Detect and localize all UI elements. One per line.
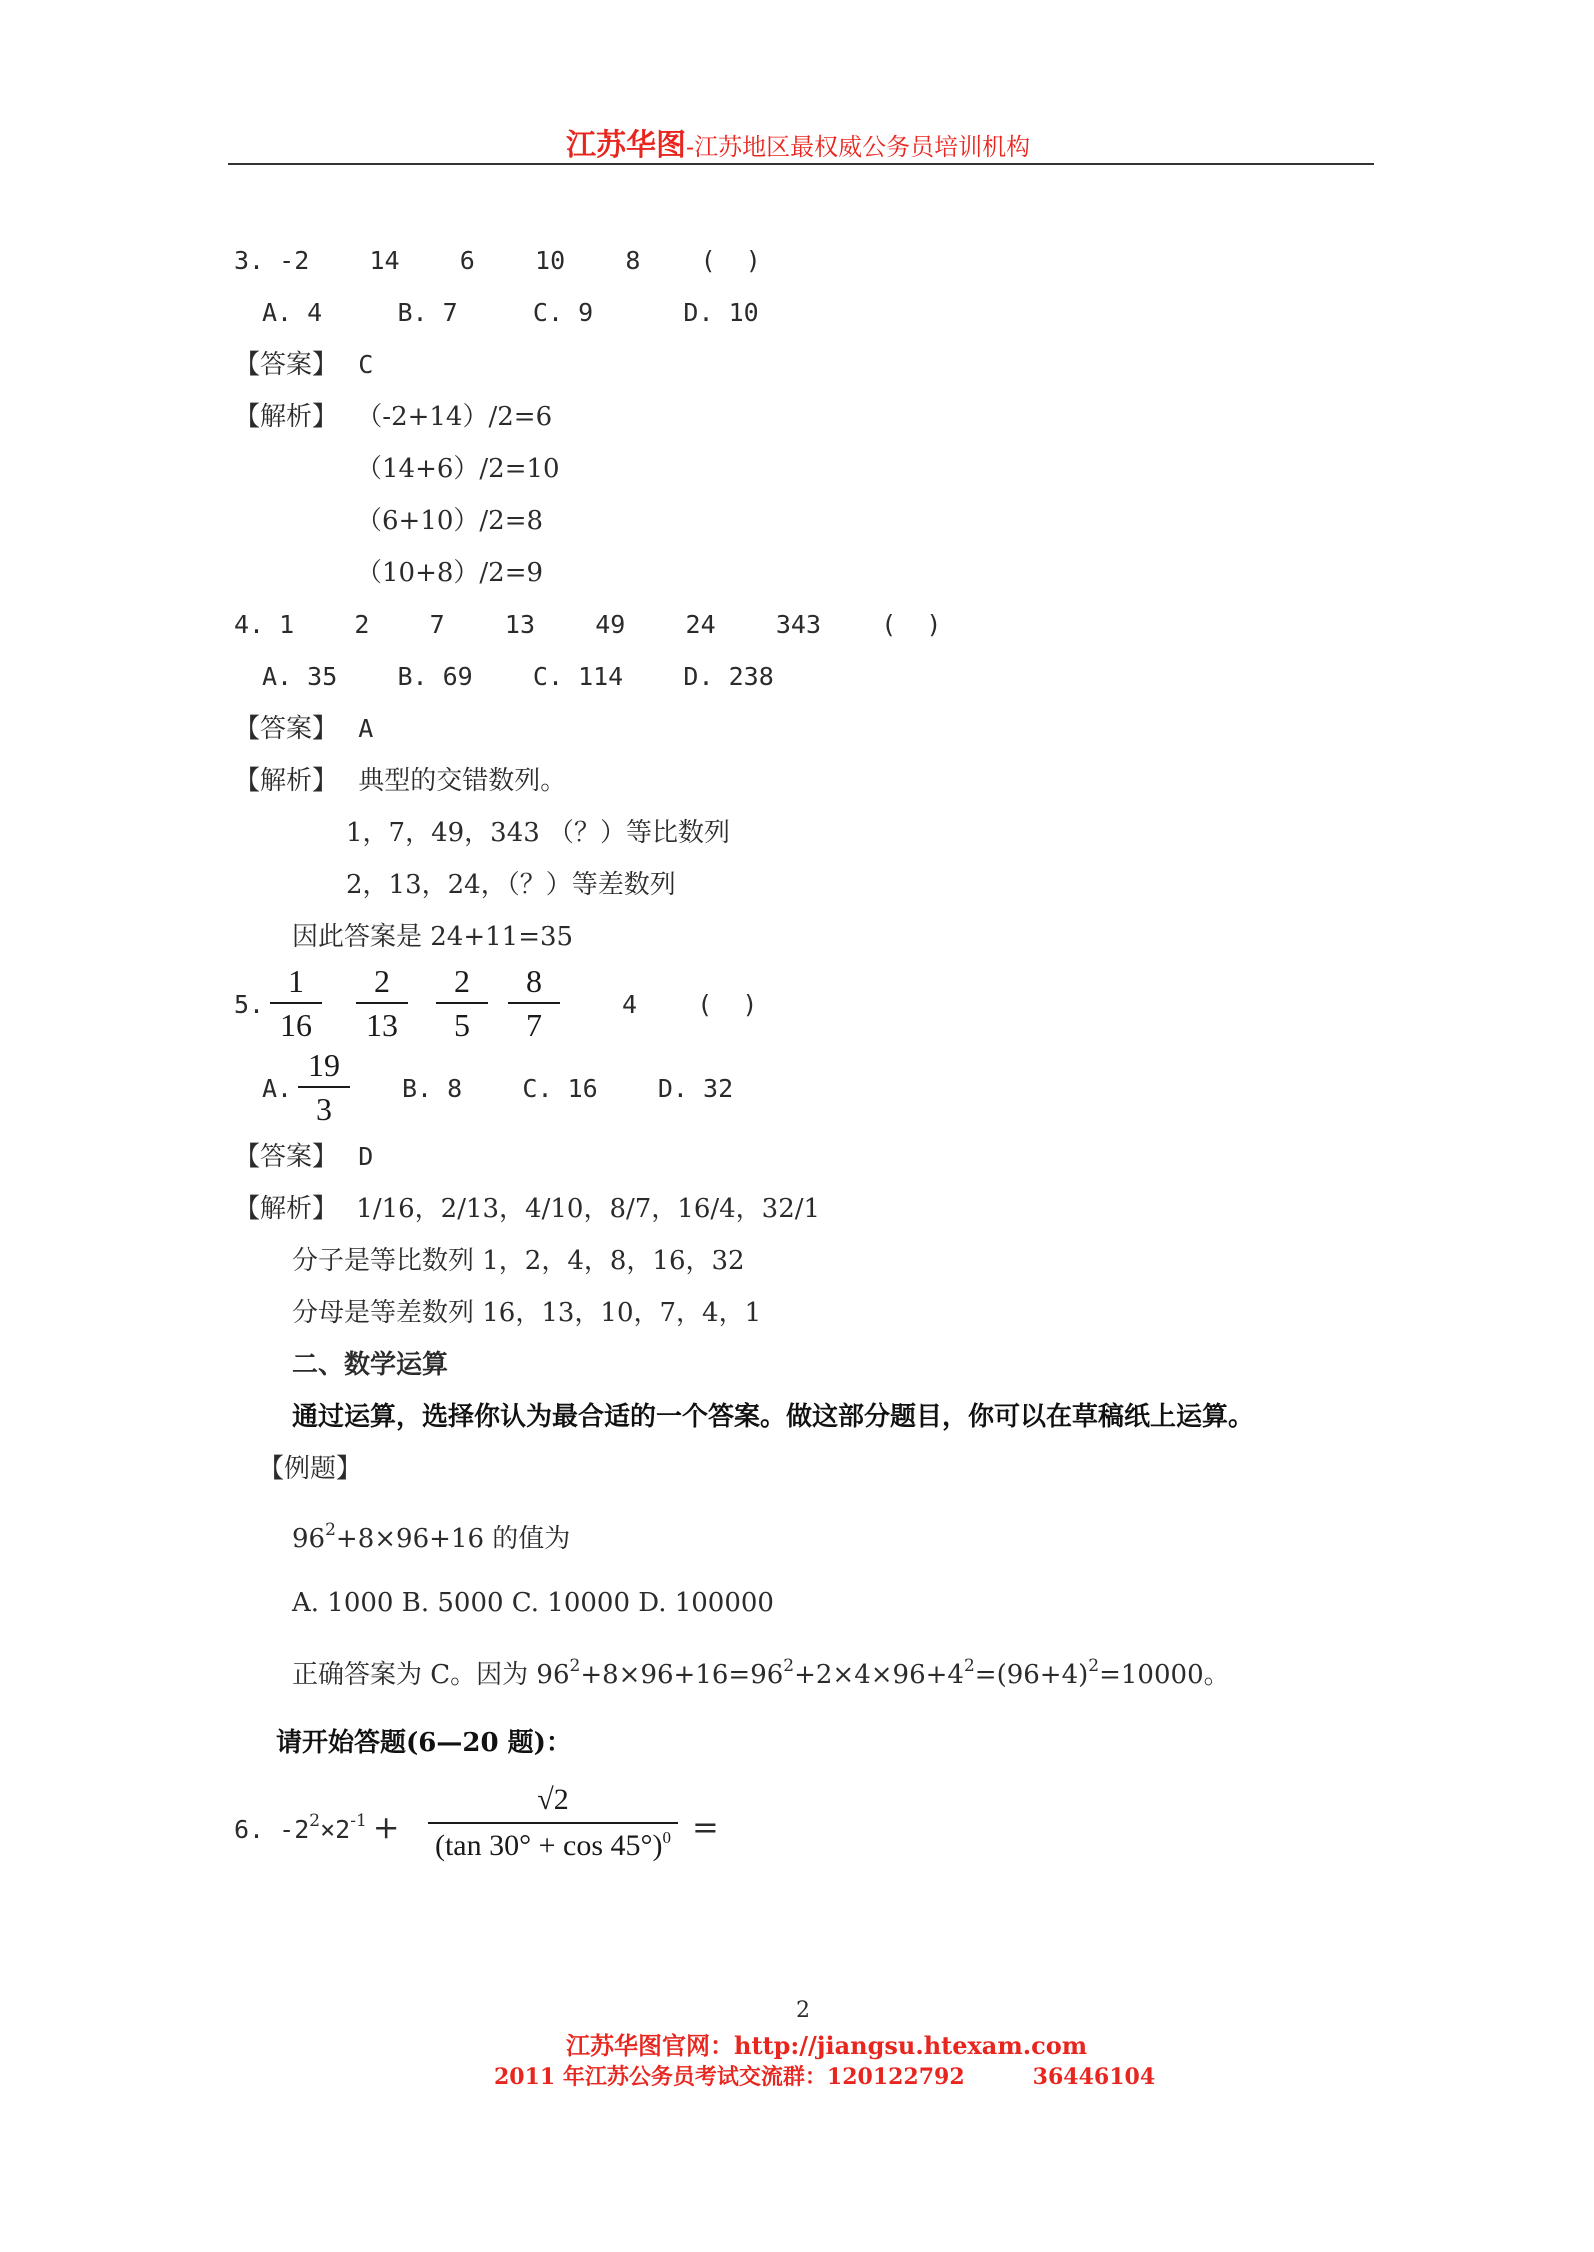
answer-label: 【答案】 [234,1142,339,1172]
page-header [566,120,1030,164]
answer-value: C [358,350,374,379]
analysis-line: 分母是等差数列 16，13，10，7，4，1 [292,1298,762,1328]
fraction-denominator: 7 [526,1007,542,1043]
q6-equals: = [692,1808,719,1846]
start-prompt: 请开始答题(6—20 题)： [276,1728,572,1758]
explanation-part: +2×4×96+4 [794,1660,964,1690]
analysis-label: 【解析】 [234,766,339,796]
explanation-part: +8×96+16=96 [580,1660,784,1690]
q6-plus: + [372,1808,400,1846]
explanation-part: =10000。 [1099,1660,1230,1690]
explanation-part: 正确答案为 C。因为 96 [292,1660,570,1690]
answer-label: 【答案】 [234,714,339,744]
fraction-denominator: 3 [316,1091,332,1127]
q3-stem: 3. -2 14 6 10 8 ( ) [234,246,761,275]
footer-group-1: 120122792 [826,2064,965,2090]
fraction-denominator: 13 [366,1007,398,1043]
header-tagline: -江苏地区最权威公务员培训机构 [686,133,1031,161]
analysis-label: 【解析】 [234,1194,339,1224]
fraction-numerator: 19 [308,1047,340,1083]
q3-options: A. 4 B. 7 C. 9 D. 10 [262,298,759,327]
q6-exponent: 2 [309,1811,321,1831]
analysis-line: 2，13，24，（？）等差数列 [346,870,676,900]
q4-options: A. 35 B. 69 C. 114 D. 238 [262,662,774,691]
footer-group-2: 36446104 [1032,2064,1156,2090]
analysis-line: （-2+14）/2=6 [356,402,553,432]
example-explanation [292,1658,1230,1695]
q3-analysis [234,400,552,434]
answer-value: A [358,714,374,743]
footer-group [494,2060,1155,2091]
example-label: 【例题】 [258,1454,363,1484]
fraction-bar [436,1002,488,1004]
header-divider [228,163,1374,165]
header-brand: 江苏华图 [566,128,686,163]
analysis-line: （10+8）/2=9 [356,558,544,588]
q5-fraction [352,962,412,1044]
q6-numerator: √2 [537,1783,569,1816]
explanation-exponent: 2 [963,1656,975,1676]
example-options: A. 1000 B. 5000 C. 10000 D. 100000 [292,1588,774,1618]
example-rest: +8×96+16 的值为 [335,1524,571,1554]
fraction-numerator: 2 [374,963,390,999]
analysis-line: 1，7，49，343 （？）等比数列 [346,818,731,848]
q5-option-a-fraction [294,1046,354,1128]
analysis-label: 【解析】 [234,402,339,432]
analysis-conclusion: 因此答案是 24+11=35 [292,922,574,952]
q6-denominator-wrap [428,1826,678,1870]
analysis-intro: 典型的交错数列。 [358,766,567,796]
explanation-exponent: 2 [783,1656,795,1676]
q3-answer [234,348,373,382]
q6-expression [234,1810,400,1850]
section-title: 二、数学运算 [292,1350,449,1380]
analysis-line: 分子是等比数列 1，2，4，8，16，32 [292,1246,745,1276]
footer-site-url: http://jiangsu.htexam.com [734,2031,1088,2060]
footer-site-label: 江苏华图官网： [566,2031,734,2060]
q5-fraction [266,962,326,1044]
example-base: 96 [292,1524,326,1554]
q6-den-exponent: 0 [662,1828,672,1847]
footer-site [566,2026,1087,2061]
fraction-numerator: 1 [288,963,304,999]
analysis-line: （6+10）/2=8 [356,506,544,536]
fraction-denominator: 5 [454,1007,470,1043]
q5-analysis [234,1192,820,1226]
analysis-line: （14+6）/2=10 [356,454,560,484]
q5-fraction [432,962,492,1044]
q5-fraction [504,962,564,1044]
q4-answer [234,712,373,746]
explanation-part: =(96+4) [974,1660,1089,1690]
q5-tail: 4 ( ) [622,990,758,1019]
q4-analysis [234,764,566,798]
q6-exponent: -1 [350,1811,367,1831]
fraction-numerator: 8 [526,963,542,999]
q6-mid: ×2 [320,1815,351,1844]
fraction-numerator: 2 [454,963,470,999]
footer-group-text: 2011 年江苏公务员考试交流群： [494,2064,827,2090]
explanation-exponent: 2 [1088,1656,1100,1676]
fraction-bar [356,1002,408,1004]
fraction-bar [298,1086,350,1088]
q6-fraction [428,1780,678,1870]
q5-options-rest: B. 8 C. 16 D. 32 [402,1074,734,1103]
answer-value: D [358,1142,374,1171]
fraction-denominator: 16 [280,1007,312,1043]
analysis-text: 1/16，2/13，4/10，8/7，16/4，32/1 [356,1194,821,1224]
example-exponent: 2 [325,1520,336,1540]
example-question [292,1522,570,1559]
fraction-bar [508,1002,560,1004]
q5-answer [234,1140,373,1174]
fraction-bar [270,1002,322,1004]
fraction-bar [428,1822,678,1824]
explanation-exponent: 2 [569,1656,581,1676]
section-instruction: 通过运算，选择你认为最合适的一个答案。做这部分题目，你可以在草稿纸上运算。 [292,1402,1255,1432]
q4-stem: 4. 1 2 7 13 49 24 343 ( ) [234,610,942,639]
answer-label: 【答案】 [234,350,339,380]
page-number: 2 [796,1998,810,2023]
q6-denominator: (tan 30° + cos 45°) [434,1829,663,1862]
q5-option-a-label: A. [262,1074,293,1103]
q5-number: 5. [234,990,265,1019]
q6-prefix: 6. -2 [234,1815,310,1844]
